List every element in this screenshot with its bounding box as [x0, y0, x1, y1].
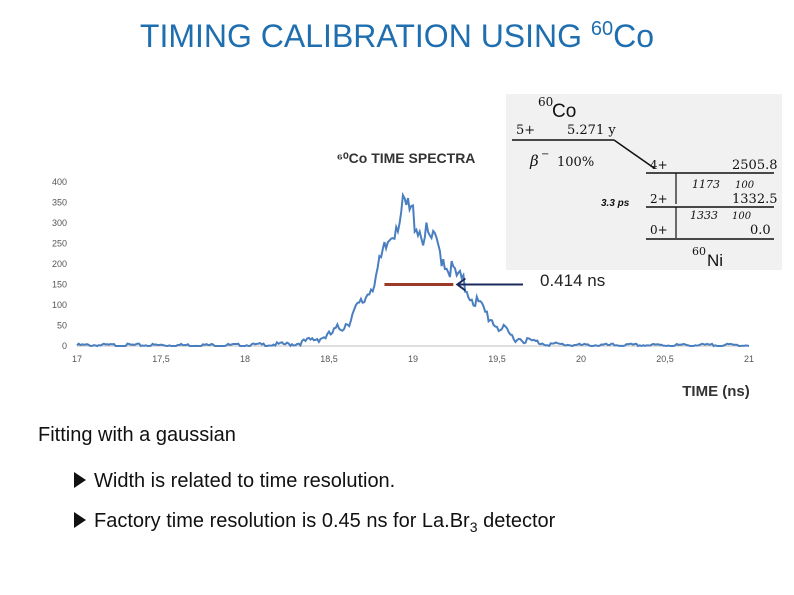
bullet-item	[74, 510, 555, 535]
beta-label: β	[530, 152, 539, 170]
x-tick-label: 20	[575, 354, 587, 364]
fwhm-arrow	[457, 279, 523, 291]
gamma-1173-energy: 1173	[692, 178, 720, 191]
daughter-nucleus: Ni	[707, 251, 724, 270]
parent-spin: 5+	[516, 123, 536, 138]
title-superscript: 60	[590, 18, 614, 40]
half-life: 5.271 y	[567, 123, 616, 138]
y-tick-labels	[52, 177, 67, 351]
chart-title: ⁶⁰Co TIME SPECTRA	[336, 150, 476, 166]
y-tick-label: 100	[51, 300, 67, 310]
x-axis-label: TIME (ns)	[682, 383, 750, 400]
x-tick-label: 17	[71, 354, 83, 364]
beta-decay-line	[614, 140, 654, 168]
bullet-subscript: 3	[469, 519, 478, 535]
y-tick-label: 50	[56, 320, 67, 331]
level-spin-4plus: 4+	[650, 158, 668, 172]
fwhm-label: 0.414 ns	[540, 271, 606, 290]
level-spin-2plus: 2+	[650, 192, 668, 206]
level-energy-2505: 2505.8	[732, 158, 778, 173]
x-tick-label: 19	[407, 354, 419, 364]
parent-mass-number: 60	[538, 95, 554, 109]
bullet-text: Width is related to time resolution.	[94, 470, 396, 492]
arrowhead-bullet-icon	[74, 512, 86, 528]
bullet-item	[74, 470, 395, 493]
y-tick-label: 200	[51, 259, 67, 269]
y-tick-label: 250	[51, 238, 67, 249]
parent-nucleus: Co	[552, 101, 577, 122]
daughter-mass-number: 60	[692, 245, 706, 258]
bullet-text-end: detector	[477, 510, 556, 532]
title-prefix: TIMING CALIBRATION USING	[139, 18, 591, 54]
level-energy-1332: 1332.5	[732, 192, 778, 207]
x-tick-label: 18,5	[320, 354, 338, 364]
beta-branch: 100%	[557, 155, 595, 170]
level-energy-0: 0.0	[750, 223, 771, 238]
level-spin-0plus: 0+	[650, 223, 668, 237]
title-suffix: Co	[613, 18, 655, 54]
x-tick-label: 21	[743, 354, 755, 364]
y-tick-label: 350	[51, 197, 67, 208]
beta-superscript: −	[541, 149, 550, 160]
x-tick-labels	[72, 354, 754, 364]
x-tick-label: 20,5	[656, 354, 674, 364]
gamma-1333-intensity: 100	[732, 211, 752, 222]
bullet-area	[38, 424, 556, 535]
intro-text: Fitting with a gaussian	[38, 424, 236, 446]
y-tick-label: 150	[51, 279, 67, 290]
x-tick-label: 18	[239, 354, 251, 364]
y-tick-label: 300	[51, 218, 67, 228]
y-tick-label: 400	[51, 177, 67, 187]
gamma-1173-intensity: 100	[735, 180, 755, 191]
x-tick-label: 19,5	[488, 354, 506, 364]
y-tick-label: 0	[61, 341, 67, 351]
x-tick-label: 17,5	[152, 354, 170, 364]
gamma-1333-energy: 1333	[690, 209, 718, 222]
decay-scheme	[512, 95, 778, 270]
lifetime-label: 3.3 ps	[601, 198, 630, 209]
arrowhead-bullet-icon	[74, 472, 86, 488]
bullet-text: Factory time resolution is 0.45 ns for La.Br	[94, 510, 470, 532]
spectrum-series-line	[77, 195, 749, 346]
